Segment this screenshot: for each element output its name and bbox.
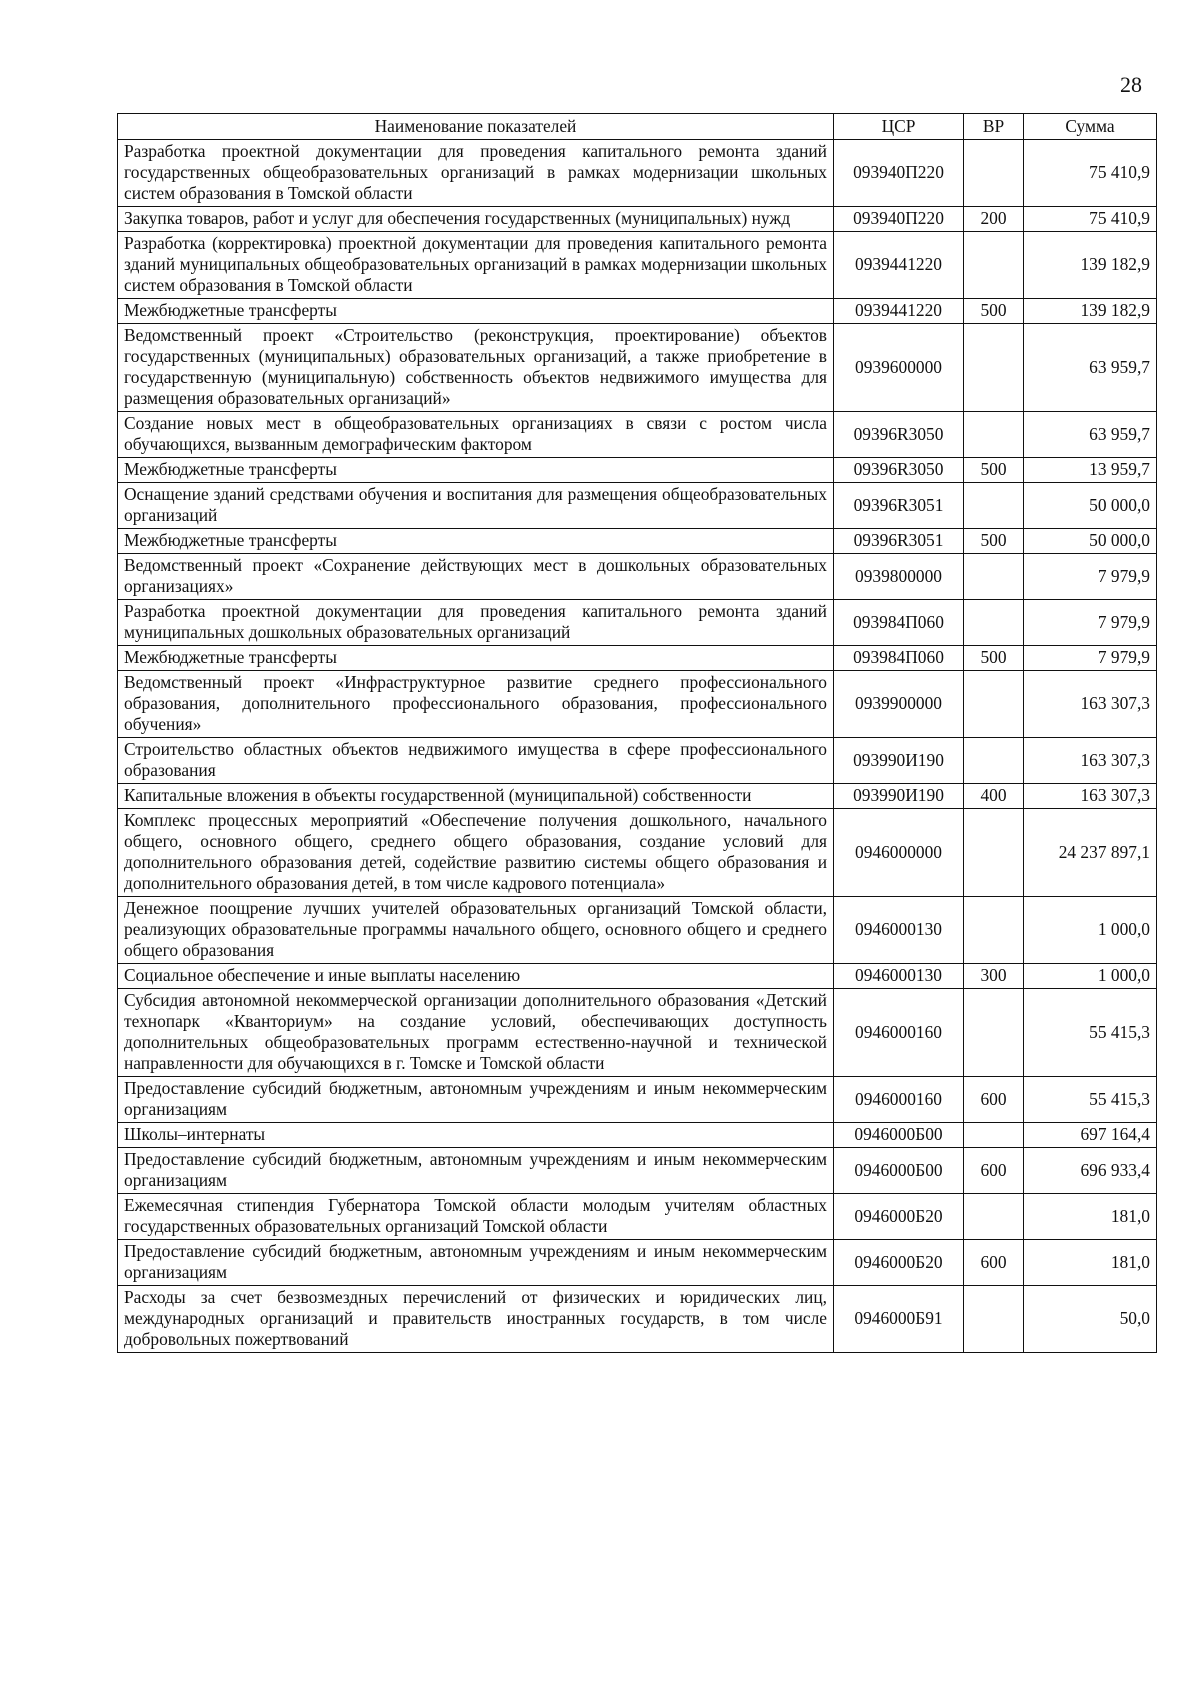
table-row (118, 1194, 1157, 1240)
cell-vr: 600 (964, 1240, 1024, 1286)
cell-vr (964, 600, 1024, 646)
cell-sum: 1 000,0 (1024, 897, 1157, 964)
cell-csr: 0946000160 (834, 989, 964, 1077)
cell-csr: 0946000130 (834, 897, 964, 964)
cell-csr: 0946000Б00 (834, 1123, 964, 1148)
table-row (118, 784, 1157, 809)
cell-csr: 0946000Б20 (834, 1194, 964, 1240)
cell-csr: 093990И190 (834, 738, 964, 784)
table-row (118, 412, 1157, 458)
cell-sum: 181,0 (1024, 1240, 1157, 1286)
cell-name: Предоставление субсидий бюджетным, автономным учреждениям и иным некоммерческим организациям (118, 1240, 834, 1286)
cell-csr: 093990И190 (834, 784, 964, 809)
cell-csr: 09396R3051 (834, 529, 964, 554)
cell-vr (964, 140, 1024, 207)
table-body (118, 140, 1157, 1353)
cell-csr: 0939441220 (834, 299, 964, 324)
cell-sum: 50 000,0 (1024, 483, 1157, 529)
cell-name: Закупка товаров, работ и услуг для обеспечения государственных (муниципальных) нужд (118, 207, 834, 232)
cell-name: Разработка проектной документации для проведения капитального ремонта зданий государственных общеобразовательных организаций в рамках модернизации школьных систем образования в Томской области (118, 140, 834, 207)
cell-name: Ведомственный проект «Сохранение действующих мест в дошкольных образовательных организациях» (118, 554, 834, 600)
table-row (118, 600, 1157, 646)
table-row (118, 1240, 1157, 1286)
table-row (118, 1123, 1157, 1148)
cell-csr: 0946000160 (834, 1077, 964, 1123)
cell-vr (964, 412, 1024, 458)
cell-vr (964, 554, 1024, 600)
cell-vr: 300 (964, 964, 1024, 989)
cell-vr: 400 (964, 784, 1024, 809)
cell-csr: 0946000Б20 (834, 1240, 964, 1286)
header-vr: ВР (964, 114, 1024, 140)
table-row (118, 232, 1157, 299)
table-row (118, 1286, 1157, 1353)
cell-vr (964, 897, 1024, 964)
cell-csr: 0939600000 (834, 324, 964, 412)
cell-sum: 1 000,0 (1024, 964, 1157, 989)
cell-vr (964, 1194, 1024, 1240)
cell-sum: 163 307,3 (1024, 738, 1157, 784)
cell-name: Создание новых мест в общеобразовательных организациях в связи с ростом числа обучающихся, вызванным демографическим фактором (118, 412, 834, 458)
cell-sum: 697 164,4 (1024, 1123, 1157, 1148)
cell-name: Ежемесячная стипендия Губернатора Томской области молодым учителям областных государственных образовательных организаций Томской области (118, 1194, 834, 1240)
cell-csr: 0939800000 (834, 554, 964, 600)
cell-csr: 0946000Б91 (834, 1286, 964, 1353)
table-row (118, 554, 1157, 600)
cell-name: Разработка (корректировка) проектной документации для проведения капитального ремонта зданий муниципальных общеобразовательных организаций в рамках модернизации школьных систем образования в Томской области (118, 232, 834, 299)
cell-sum: 163 307,3 (1024, 784, 1157, 809)
cell-vr: 500 (964, 458, 1024, 483)
cell-name: Межбюджетные трансферты (118, 529, 834, 554)
cell-vr (964, 1123, 1024, 1148)
cell-name: Школы–интернаты (118, 1123, 834, 1148)
cell-vr (964, 671, 1024, 738)
table-row (118, 529, 1157, 554)
cell-vr: 600 (964, 1148, 1024, 1194)
cell-name: Комплекс процессных мероприятий «Обеспечение получения дошкольного, начального общего, основного общего, среднего общего образования, создание условий для дополнительного образования детей, содействие развитию системы общего образования и дополнительного образования детей, в том числе кадрового потенциала» (118, 809, 834, 897)
cell-vr: 600 (964, 1077, 1024, 1123)
cell-sum: 63 959,7 (1024, 412, 1157, 458)
cell-sum: 7 979,9 (1024, 600, 1157, 646)
cell-sum: 75 410,9 (1024, 140, 1157, 207)
cell-name: Ведомственный проект «Строительство (реконструкция, проектирование) объектов государственных (муниципальных) образовательных организаций, а также приобретение в государственную (муниципальную) собственность объектов недвижимого имущества для размещения образовательных организаций» (118, 324, 834, 412)
cell-name: Капитальные вложения в объекты государственной (муниципальной) собственности (118, 784, 834, 809)
cell-name: Субсидия автономной некоммерческой организации дополнительного образования «Детский технопарк «Кванториум» на создание условий, обеспечивающих доступность дополнительных общеобразовательных программ естественно-научной и технической направленности для обучающихся в г. Томске и Томской области (118, 989, 834, 1077)
page-number: 28 (1120, 72, 1142, 97)
cell-csr: 09396R3050 (834, 458, 964, 483)
cell-name: Разработка проектной документации для проведения капитального ремонта зданий муниципальных дошкольных образовательных организаций (118, 600, 834, 646)
cell-sum: 7 979,9 (1024, 646, 1157, 671)
cell-sum: 139 182,9 (1024, 299, 1157, 324)
cell-vr (964, 989, 1024, 1077)
cell-name: Предоставление субсидий бюджетным, автономным учреждениям и иным некоммерческим организациям (118, 1077, 834, 1123)
table-row (118, 738, 1157, 784)
cell-vr (964, 483, 1024, 529)
cell-sum: 24 237 897,1 (1024, 809, 1157, 897)
cell-sum: 50 000,0 (1024, 529, 1157, 554)
table-row (118, 897, 1157, 964)
cell-csr: 09396R3051 (834, 483, 964, 529)
cell-csr: 093984П060 (834, 646, 964, 671)
table-row (118, 671, 1157, 738)
cell-csr: 0946000130 (834, 964, 964, 989)
table-row (118, 207, 1157, 232)
table-row (118, 1077, 1157, 1123)
cell-vr (964, 738, 1024, 784)
cell-name: Оснащение зданий средствами обучения и воспитания для размещения общеобразовательных организаций (118, 483, 834, 529)
cell-csr: 0939441220 (834, 232, 964, 299)
table-row (118, 1148, 1157, 1194)
cell-csr: 09396R3050 (834, 412, 964, 458)
cell-name: Строительство областных объектов недвижимого имущества в сфере профессионального образования (118, 738, 834, 784)
cell-csr: 093984П060 (834, 600, 964, 646)
cell-sum: 55 415,3 (1024, 1077, 1157, 1123)
cell-csr: 0939900000 (834, 671, 964, 738)
table-row (118, 809, 1157, 897)
cell-csr: 0946000Б00 (834, 1148, 964, 1194)
cell-sum: 55 415,3 (1024, 989, 1157, 1077)
cell-sum: 181,0 (1024, 1194, 1157, 1240)
cell-sum: 163 307,3 (1024, 671, 1157, 738)
cell-vr: 500 (964, 299, 1024, 324)
table-row (118, 140, 1157, 207)
cell-name: Денежное поощрение лучших учителей образовательных организаций Томской области, реализующих образовательные программы начального общего, основного общего и среднего общего образования (118, 897, 834, 964)
cell-name: Предоставление субсидий бюджетным, автономным учреждениям и иным некоммерческим организациям (118, 1148, 834, 1194)
cell-name: Ведомственный проект «Инфраструктурное развитие среднего профессионального образования, дополнительного профессионального образования, профессионального обучения» (118, 671, 834, 738)
cell-sum: 75 410,9 (1024, 207, 1157, 232)
table-header-row (118, 114, 1157, 140)
cell-vr: 500 (964, 646, 1024, 671)
table-row (118, 483, 1157, 529)
cell-name: Межбюджетные трансферты (118, 458, 834, 483)
budget-table (117, 113, 1157, 1353)
cell-csr: 093940П220 (834, 140, 964, 207)
cell-sum: 63 959,7 (1024, 324, 1157, 412)
header-sum: Сумма (1024, 114, 1157, 140)
cell-vr: 500 (964, 529, 1024, 554)
cell-csr: 093940П220 (834, 207, 964, 232)
cell-sum: 50,0 (1024, 1286, 1157, 1353)
cell-csr: 0946000000 (834, 809, 964, 897)
cell-name: Расходы за счет безвозмездных перечислений от физических и юридических лиц, международных организаций и правительств иностранных государств, в том числе добровольных пожертвований (118, 1286, 834, 1353)
table-row (118, 989, 1157, 1077)
table-row (118, 964, 1157, 989)
table-row (118, 458, 1157, 483)
cell-vr: 200 (964, 207, 1024, 232)
cell-vr (964, 232, 1024, 299)
cell-name: Межбюджетные трансферты (118, 646, 834, 671)
table-row (118, 646, 1157, 671)
cell-sum: 13 959,7 (1024, 458, 1157, 483)
table-row (118, 299, 1157, 324)
cell-name: Межбюджетные трансферты (118, 299, 834, 324)
cell-vr (964, 1286, 1024, 1353)
cell-vr (964, 809, 1024, 897)
table-row (118, 324, 1157, 412)
cell-sum: 7 979,9 (1024, 554, 1157, 600)
cell-sum: 139 182,9 (1024, 232, 1157, 299)
cell-name: Социальное обеспечение и иные выплаты населению (118, 964, 834, 989)
cell-vr (964, 324, 1024, 412)
header-name: Наименование показателей (118, 114, 834, 140)
cell-sum: 696 933,4 (1024, 1148, 1157, 1194)
header-csr: ЦСР (834, 114, 964, 140)
